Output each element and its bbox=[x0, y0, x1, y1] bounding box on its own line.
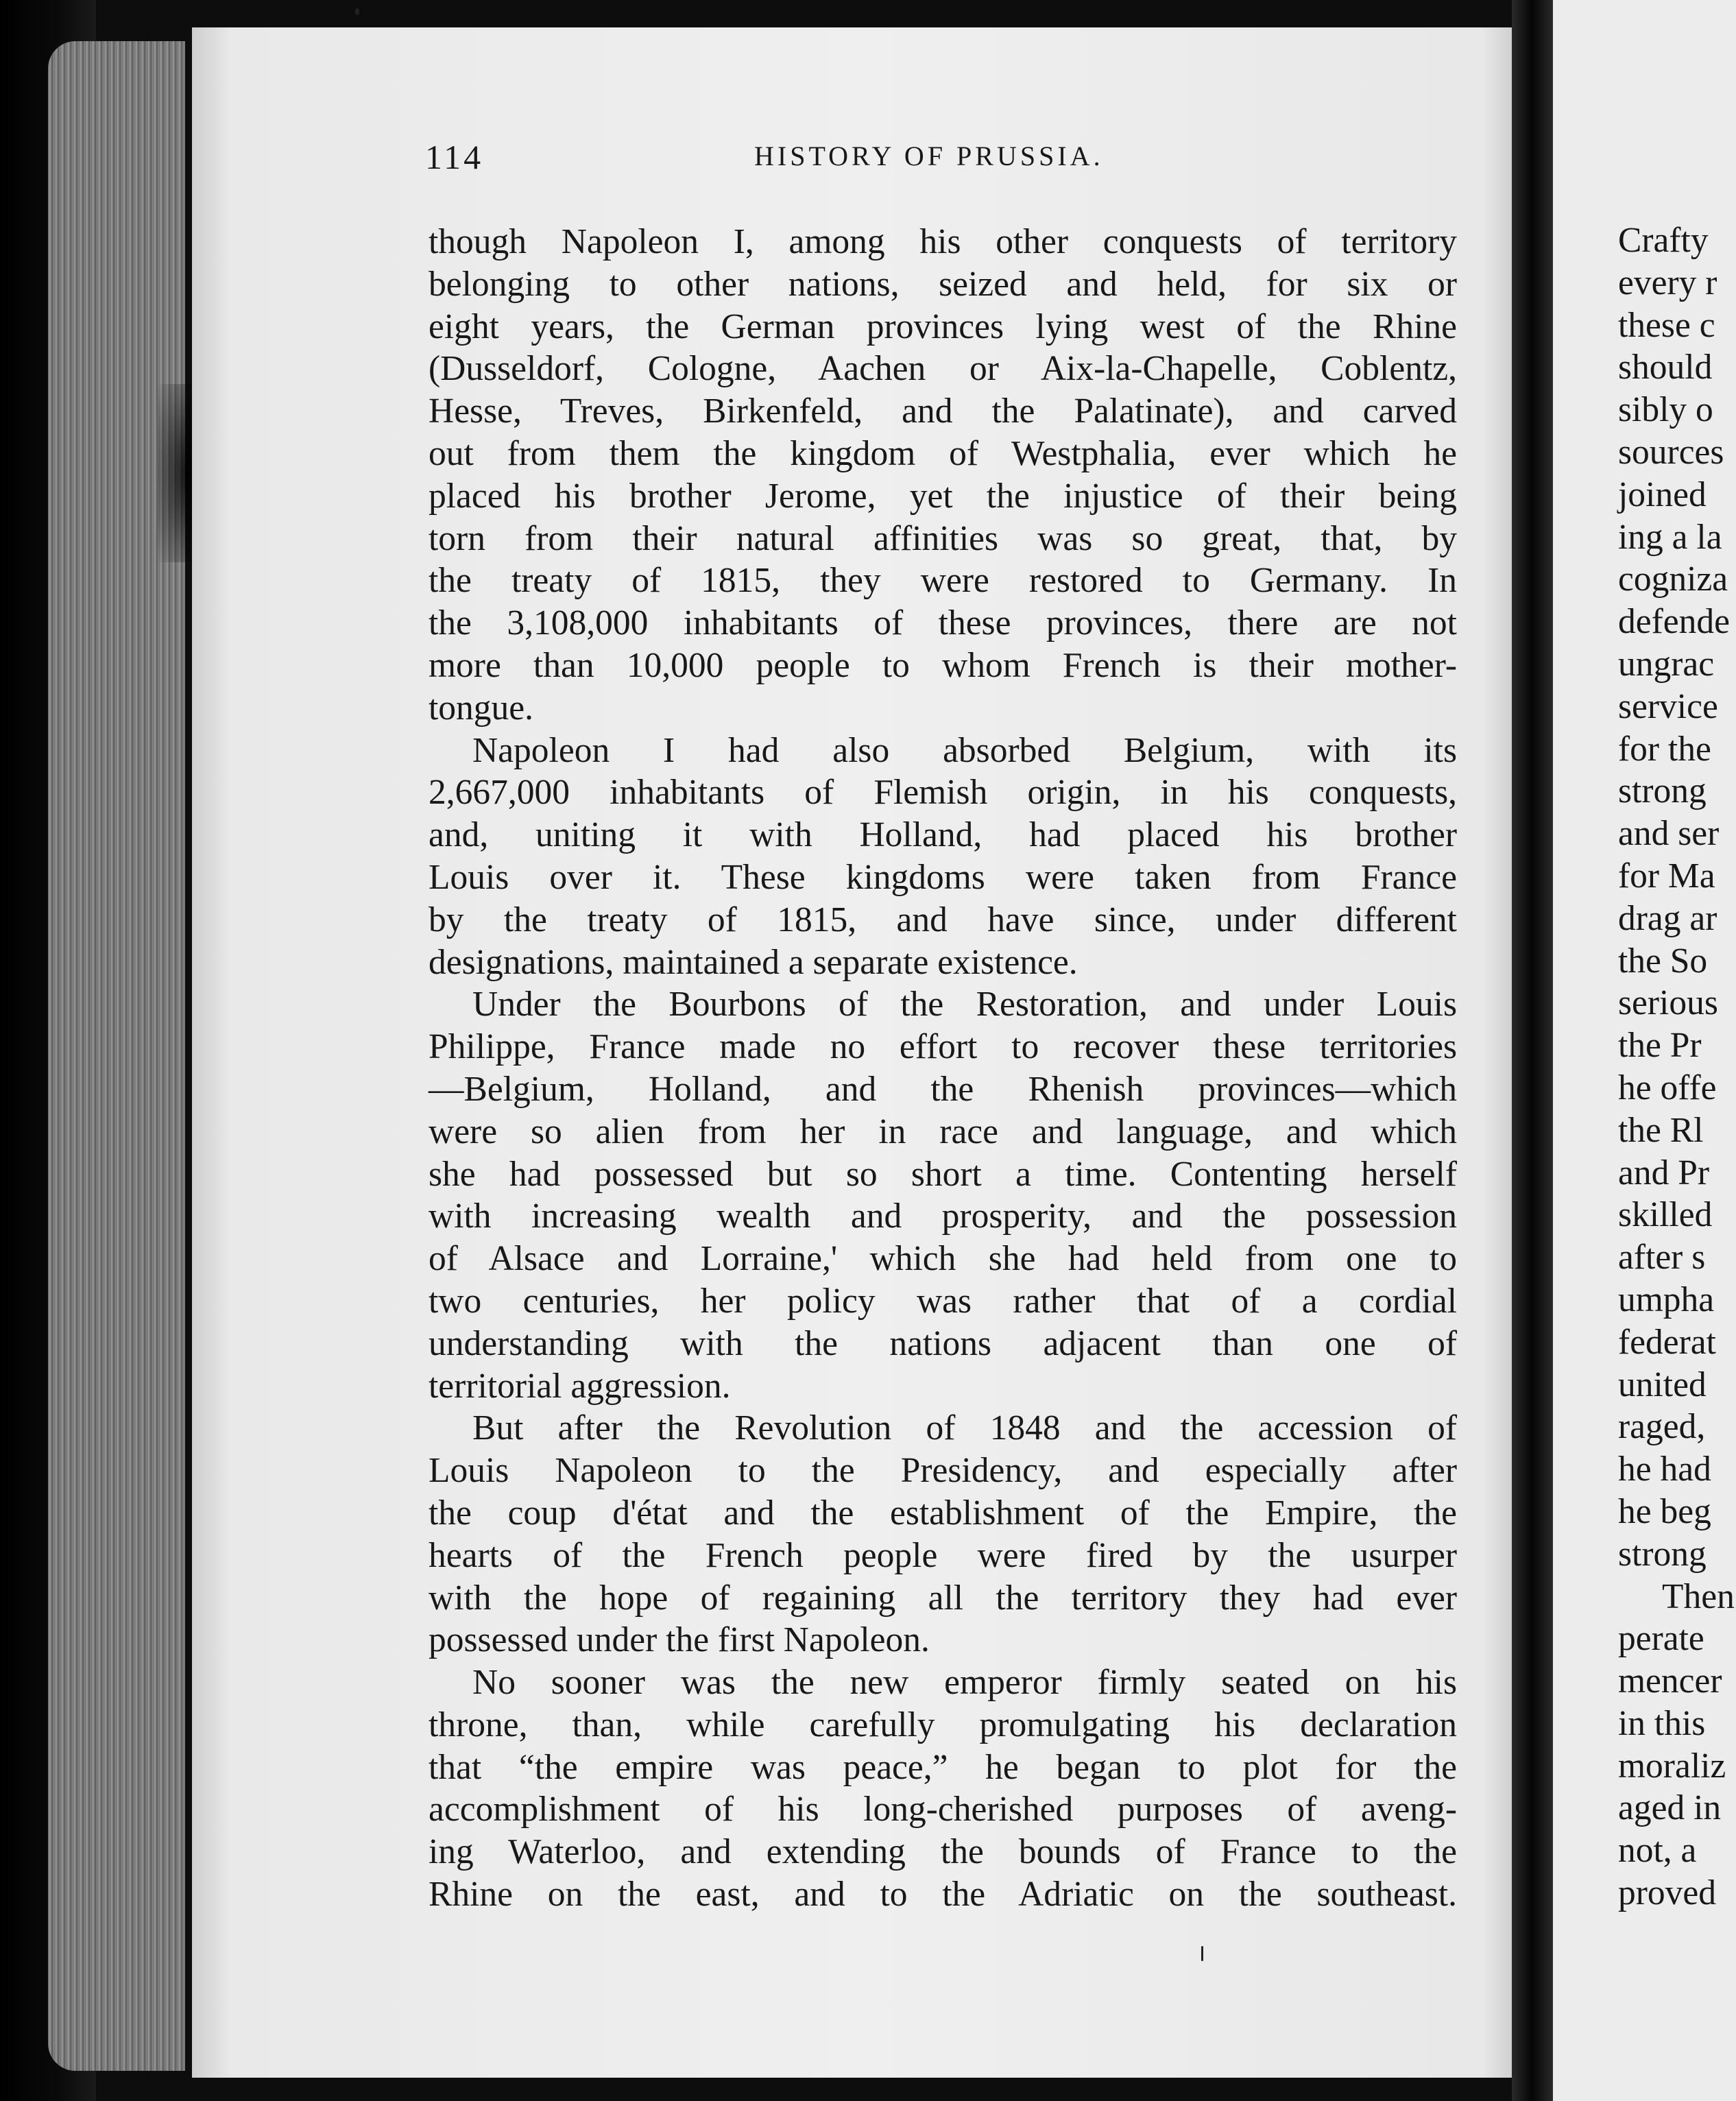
right-text-line: umpha bbox=[1618, 1280, 1715, 1319]
right-text-line: in this bbox=[1618, 1703, 1706, 1743]
text-line: No sooner was the new emperor firmly seated on his bbox=[472, 1663, 1457, 1703]
right-text-line: after s bbox=[1618, 1238, 1706, 1277]
right-text-line: aged in bbox=[1618, 1788, 1722, 1828]
body-text bbox=[429, 221, 1457, 1916]
right-text-line: these c bbox=[1618, 305, 1715, 345]
page-header bbox=[425, 137, 1467, 178]
text-line: with the hope of regaining all the territory they had ever bbox=[429, 1578, 1457, 1618]
text-line: eight years, the German provinces lying west of the Rhine bbox=[429, 307, 1457, 346]
text-line: throne, than, while carefully promulgating his declaration bbox=[429, 1705, 1457, 1744]
right-text-line: he beg bbox=[1618, 1491, 1711, 1531]
text-line: 2,667,000 inhabitants of Flemish origin, in his conquests, bbox=[429, 773, 1457, 813]
right-text-line: federat bbox=[1618, 1322, 1716, 1362]
text-line: Philippe, France made no effort to recover these territories bbox=[429, 1027, 1457, 1067]
right-text-line: proved bbox=[1618, 1873, 1717, 1913]
right-text-line: cogniza bbox=[1618, 560, 1728, 599]
page-fore-edge bbox=[48, 41, 185, 2071]
page-number: 114 bbox=[425, 138, 484, 176]
text-line: Under the Bourbons of the Restoration, and under Louis bbox=[472, 985, 1457, 1024]
right-text-line: he had bbox=[1618, 1450, 1711, 1489]
text-line: Louis over it. These kingdoms were taken from France bbox=[429, 857, 1457, 897]
right-text-line: should bbox=[1618, 348, 1713, 387]
right-page-fragment bbox=[1553, 0, 1736, 2101]
right-text-line: Then bbox=[1662, 1576, 1735, 1616]
text-line: the coup d'état and the establishment of the Empire, the bbox=[429, 1493, 1457, 1533]
text-line: she had possessed but so short a time. Contenting herself bbox=[429, 1154, 1457, 1194]
text-line: accomplishment of his long-cherished purposes of aveng- bbox=[429, 1790, 1457, 1829]
text-line: that “the empire was peace,” he began to plot for the bbox=[429, 1747, 1457, 1787]
scan-speck bbox=[1201, 1946, 1203, 1961]
right-text-line: service bbox=[1618, 686, 1718, 726]
right-text-line: united bbox=[1618, 1365, 1707, 1404]
right-text-line: drag ar bbox=[1618, 898, 1717, 938]
right-text-line: the Rl bbox=[1618, 1110, 1704, 1150]
text-line: hearts of the French people were fired by the usurper bbox=[429, 1535, 1457, 1575]
text-line: with increasing wealth and prosperity, and the possession bbox=[429, 1197, 1457, 1236]
right-text-line: he offe bbox=[1618, 1068, 1717, 1107]
right-text-line: and Pr bbox=[1618, 1153, 1710, 1192]
right-text-line: for the bbox=[1618, 729, 1711, 769]
right-text-line: for Ma bbox=[1618, 856, 1715, 896]
text-line: But after the Revolution of 1848 and the accession of bbox=[472, 1408, 1457, 1448]
right-text-line: ungrac bbox=[1618, 644, 1715, 684]
text-line: belonging to other nations, seized and held, for six or bbox=[429, 264, 1457, 304]
right-text-line: skilled bbox=[1618, 1195, 1713, 1235]
right-text-line: strong bbox=[1618, 771, 1707, 811]
text-line: the 3,108,000 inhabitants of these provinces, there are not bbox=[429, 603, 1457, 643]
text-line: Napoleon I had also absorbed Belgium, with its bbox=[472, 730, 1457, 770]
text-line: by the treaty of 1815, and have since, under different bbox=[429, 900, 1457, 939]
text-line: two centuries, her policy was rather that of a cordial bbox=[429, 1281, 1457, 1321]
text-line: Hesse, Treves, Birkenfeld, and the Palatinate), and carved bbox=[429, 392, 1457, 431]
text-line: torn from their natural affinities was so great, that, by bbox=[429, 518, 1457, 558]
text-line: understanding with the nations adjacent than one of bbox=[429, 1323, 1457, 1363]
right-text-line: sources bbox=[1618, 432, 1724, 472]
text-line: out from them the kingdom of Westphalia, ever which he bbox=[429, 433, 1457, 473]
text-line: (Dusseldorf, Cologne, Aachen or Aix-la-Chapelle, Coblentz, bbox=[429, 349, 1457, 389]
right-text-line: mencer bbox=[1618, 1661, 1722, 1701]
right-text-line: ing a la bbox=[1618, 517, 1722, 557]
right-text-line: serious bbox=[1618, 983, 1718, 1023]
right-text-line: moraliz bbox=[1618, 1746, 1726, 1786]
text-line: —Belgium, Holland, and the Rhenish provinces—which bbox=[429, 1069, 1457, 1109]
text-line: territorial aggression. bbox=[429, 1366, 731, 1406]
text-line: designations, maintained a separate existence. bbox=[429, 942, 1078, 982]
right-text-line: every r bbox=[1618, 263, 1717, 302]
right-text-line: joined bbox=[1618, 475, 1707, 514]
text-line: of Alsace and Lorraine,' which she had held from one to bbox=[429, 1239, 1457, 1279]
text-line: were so alien from her in race and language, and which bbox=[429, 1112, 1457, 1151]
text-line: possessed under the first Napoleon. bbox=[429, 1620, 930, 1660]
text-line: and, uniting it with Holland, had placed his brother bbox=[429, 815, 1457, 855]
text-line: Louis Napoleon to the Presidency, and especially after bbox=[429, 1451, 1457, 1491]
text-line: though Napoleon I, among his other conquests of territory bbox=[429, 222, 1457, 261]
right-page-text bbox=[1618, 219, 1736, 1914]
right-text-line: defende bbox=[1618, 602, 1730, 642]
right-text-line: and ser bbox=[1618, 814, 1720, 854]
book-gutter-fold bbox=[1512, 0, 1553, 2101]
text-line: more than 10,000 people to whom French is their mother- bbox=[429, 645, 1457, 685]
right-text-line: the So bbox=[1618, 941, 1708, 981]
text-line: tongue. bbox=[429, 688, 534, 728]
right-text-line: strong bbox=[1618, 1534, 1707, 1574]
right-text-line: sibly o bbox=[1618, 390, 1713, 430]
right-text-line: the Pr bbox=[1618, 1026, 1702, 1066]
text-line: ing Waterloo, and extending the bounds of France to the bbox=[429, 1832, 1457, 1872]
scan-speck bbox=[355, 8, 359, 15]
right-text-line: not, a bbox=[1618, 1831, 1697, 1871]
right-text-line: Crafty bbox=[1618, 221, 1709, 260]
right-text-line: raged, bbox=[1618, 1407, 1706, 1447]
text-line: the treaty of 1815, they were restored to Germany. In bbox=[429, 561, 1457, 601]
running-head: HISTORY OF PRUSSIA. bbox=[754, 141, 1104, 171]
text-line: Rhine on the east, and to the Adriatic on the southeast. bbox=[429, 1875, 1457, 1914]
right-text-line: perate bbox=[1618, 1619, 1704, 1659]
text-line: placed his brother Jerome, yet the injustice of their being bbox=[429, 476, 1457, 516]
